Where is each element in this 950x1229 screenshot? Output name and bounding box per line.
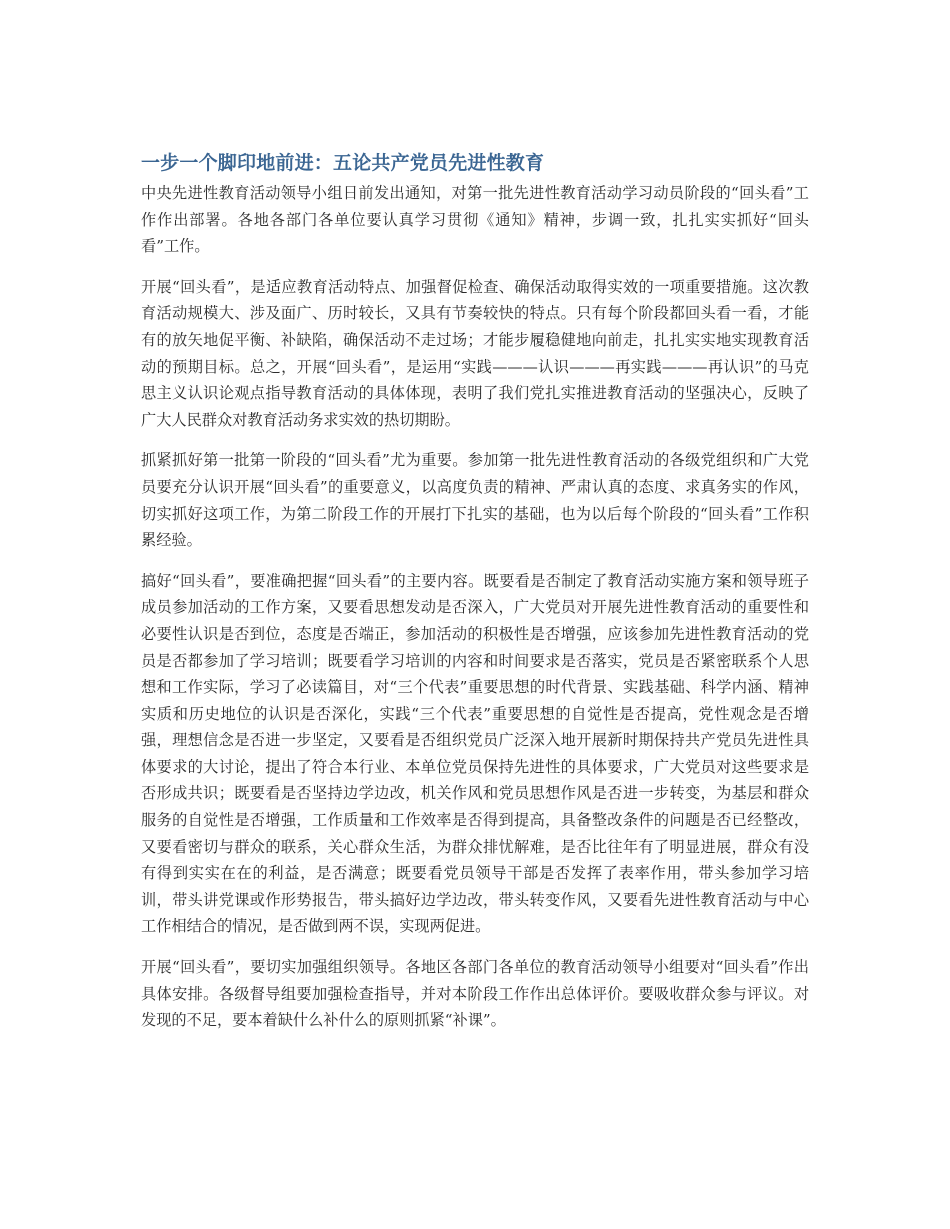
- document-title: 一步一个脚印地前进：五论共产党员先进性教育: [141, 152, 545, 174]
- paragraph-significance: 开展“回头看”，是适应教育活动特点、加强督促检查、确保活动取得实效的一项重要措施。这次教育活动规模大、涉及面广、历时较长，又具有节奏较快的特点。只有每个阶段都回头看一看，才能有的放矢地促平衡、补缺陷，确保活动不走过场；才能步履稳健地向前走，扎扎实实地实现教育活动的预期目标。总之，开展“回头看”，是运用“实践———认识———再实践———再认识”的马克思主义认识论观点指导教育活动的具体体现，表明了我们党扎实推进教育活动的坚强决心，反映了广大人民群众对教育活动务求实效的热切期盼。: [141, 277, 809, 429]
- document-body: [141, 150, 809, 1034]
- paragraph-leadership: 开展“回头看”，要切实加强组织领导。各地区各部门各单位的教育活动领导小组要对“回头看”作出具体安排。各级督导组要加强检查指导，并对本阶段工作作出总体评价。要吸收群众参与评议。对发现的不足，要本着缺什么补什么的原则抓紧“补课”。: [141, 958, 809, 1030]
- paragraph-intro: 中央先进性教育活动领导小组日前发出通知，对第一批先进性教育活动学习动员阶段的“回头看”工作作出部署。各地各部门各单位要认真学习贯彻《通知》精神，步调一致，扎扎实实抓好“回头看”工作。: [141, 184, 809, 256]
- paragraph-first-stage: 抓紧抓好第一批第一阶段的“回头看”尤为重要。参加第一批先进性教育活动的各级党组织和广大党员要充分认识开展“回头看”的重要意义，以高度负责的精神、严肃认真的态度、求真务实的作风，切实抓好这项工作，为第二阶段工作的开展打下扎实的基础，也为以后每个阶段的“回头看”工作积累经验。: [141, 451, 809, 550]
- paragraph-main-content: 搞好“回头看”，要准确把握“回头看”的主要内容。既要看是否制定了教育活动实施方案和领导班子成员参加活动的工作方案，又要看思想发动是否深入，广大党员对开展先进性教育活动的重要性和必要性认识是否到位，态度是否端正，参加活动的积极性是否增强，应该参加先进性教育活动的党员是否都参加了学习培训；既要看学习培训的内容和时间要求是否落实，党员是否紧密联系个人思想和工作实际，学习了必读篇目，对“三个代表”重要思想的时代背景、实践基础、科学内涵、精神实质和历史地位的认识是否深化，实践“三个代表”重要思想的自觉性是否提高，党性观念是否增强，理想信念是否进一步坚定，又要看是否组织党员广泛深入地开展新时期保持共产党员先进性具体要求的大讨论，提出了符合本行业、本单位党员保持先进性的具体要求，广大党员对这些要求是否形成共识；既要看是否坚持边学边改，机关作风和党员思想作风是否进一步转变，为基层和群众服务的自觉性是否增强，工作质量和工作效率是否得到提高，具备整改条件的问题是否已经整改，又要看密切与群众的联系，关心群众生活，为群众排忧解难，是否比往年有了明显进展，群众有没有得到实实在在的利益，是否满意；既要看党员领导干部是否发挥了表率作用，带头参加学习培训，带头讲党课或作形势报告，带头搞好边学边改，带头转变作风，又要看先进性教育活动与中心工作相结合的情况，是否做到两不误，实现两促进。: [141, 571, 809, 936]
